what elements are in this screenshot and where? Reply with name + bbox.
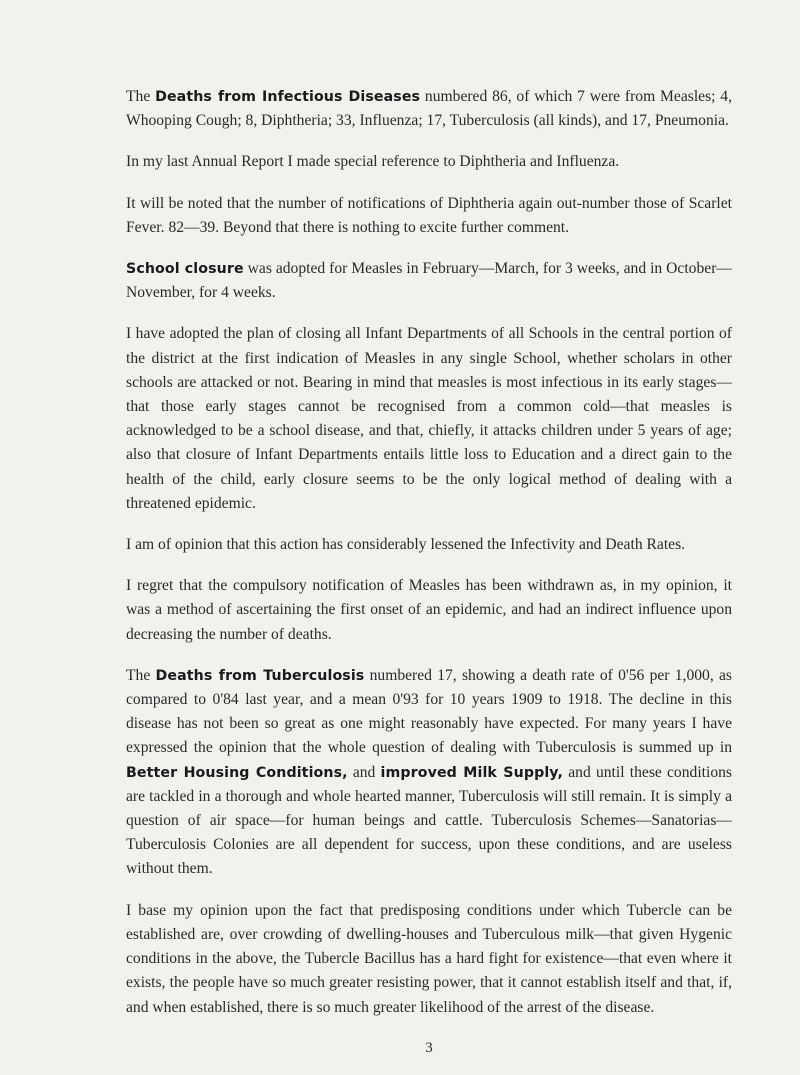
paragraph-infectious-deaths bbox=[126, 85, 732, 133]
paragraph-school-closure bbox=[126, 257, 732, 305]
paragraph-predisposing-conditions: I base my opinion upon the fact that predisposing conditions under which Tubercle can be established are, over crowding of dwelling-houses and Tuberculous milk—that given Hygenic conditions in the above, the Tubercle Bacillus has a hard fight for existence—that even where it exists, the people have so much greater resisting power, that it cannot establish itself and that, if, and when established, there is so much greater likelihood of the arrest of the disease. bbox=[126, 901, 732, 1016]
paragraph-lead: The bbox=[126, 88, 156, 105]
heading-school-closure: School closure bbox=[126, 261, 244, 278]
paragraph-infant-departments: I have adopted the plan of closing all Infant Departments of all Schools in the central portion of the district at the first indication of Measles in any single School, whether scholars in other schools are attacked or not. Bearing in mind that measles is most infectious in its early stages—that those early stages cannot be recognised from a common cold—that measles is acknowledged to be a school disease, and that, chiefly, it attacks children under 5 years of age; also that closure of Infant Departments entails little loss to Education and a direct gain to the health of the child, early closure seems to be the only logical method of dealing with a threatened epidemic. bbox=[126, 325, 732, 512]
paragraph-text: numbered 86, of which 7 were from Measles; 4, Whooping Cough; 8, Diphtheria; 33, Influenza; 17, Tuberculosis (all kinds), and 17, Pneumonia. bbox=[126, 88, 732, 130]
page-number: 3 bbox=[425, 1040, 433, 1056]
heading-tuberculosis-deaths: Deaths from Tuberculosis bbox=[155, 667, 365, 684]
heading-infectious-diseases: Deaths from Infectious Diseases bbox=[155, 89, 421, 105]
paragraph-text: was adopted for Measles in February—March, for 3 weeks, and in October—November, for 4 weeks. bbox=[126, 260, 732, 302]
paragraph-measles-notification: I regret that the compulsory notification of Measles has been withdrawn as, in my opinion, it was a method of ascertaining the first onset of an epidemic, and had an indirect influence upon decreasing the number of deaths. bbox=[126, 577, 732, 643]
paragraph-tuberculosis-deaths bbox=[126, 664, 732, 882]
heading-milk-supply: improved Milk Supply, bbox=[380, 764, 564, 781]
paragraph-text: numbered 17, showing a death rate of 0'56 per 1,000, as compared to 0'84 last year, and a mean 0'93 for 10 years 1909 to 1918. The decline in this disease has not been so great as one might reasonably have expected. For many years I have expressed the opinion that the whole question of dealing with Tuberculosis is summed up in bbox=[126, 666, 732, 757]
paragraph-last-report: In my last Annual Report I made special reference to Diphtheria and Influenza. bbox=[126, 153, 620, 171]
heading-better-housing: Better Housing Conditions, bbox=[126, 764, 348, 781]
paragraph-diphtheria-notifications: It will be noted that the number of notifications of Diphtheria again out-number those of Scarlet Fever. 82—39. Beyond that there is nothing to excite further comment. bbox=[126, 194, 732, 236]
paragraph-lead: The bbox=[126, 666, 156, 684]
paragraph-opinion-infectivity: I am of opinion that this action has considerably lessened the Infectivity and Death Rates. bbox=[126, 536, 686, 554]
paragraph-text: and until these conditions are tackled in a thorough and whole hearted manner, Tuberculosis will still remain. It is simply a question of air space—for human beings and cattle. Tuberculosis Schemes—Sanatorias—Tuberculosis Colonies are all dependent for success, upon these conditions, and are useless without them. bbox=[126, 763, 732, 878]
paragraph-text: and bbox=[347, 763, 381, 781]
